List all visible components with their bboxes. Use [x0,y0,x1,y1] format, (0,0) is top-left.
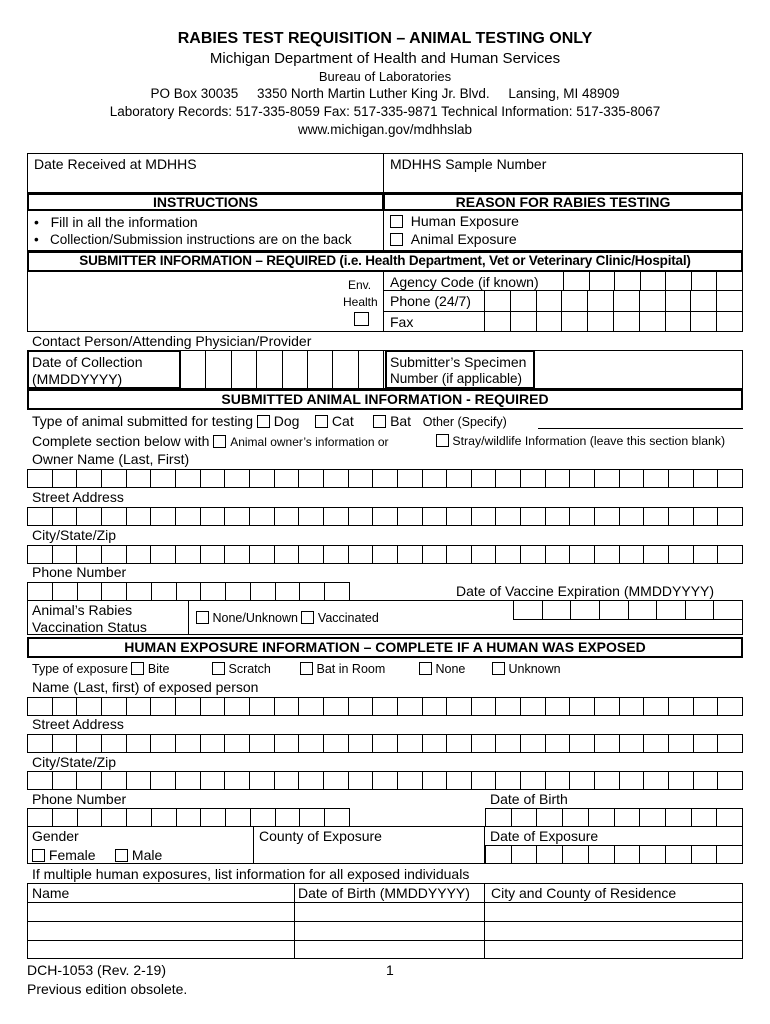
county-exposure-label: County of Exposure [259,828,382,844]
date-exposure-field[interactable] [485,845,743,864]
checkbox-icon[interactable] [300,662,313,675]
specimen-number-label: Submitter’s Specimen [390,354,527,370]
owner-street-label: Street Address [32,489,124,505]
animal-heading: SUBMITTED ANIMAL INFORMATION - REQUIRED [221,391,549,407]
checkbox-icon[interactable] [390,233,403,246]
female-option[interactable]: Female [48,847,96,863]
owner-city-label: City/State/Zip [32,527,117,543]
bat-option[interactable]: Bat [390,413,412,429]
form-title: RABIES TEST REQUISITION – ANIMAL TESTING ONLY [177,30,593,47]
exposed-phone-label: Phone Number [32,791,127,807]
obsolete-note: Previous edition obsolete. [27,981,188,997]
stray-option[interactable]: Stray/wildlife Information (leave this section blank) [436,434,725,447]
none-unknown-option[interactable]: None/Unknown [212,611,298,625]
owner-street-field[interactable] [27,507,743,526]
gender-options [32,848,162,862]
exposed-dob-label: Date of Birth [490,791,568,807]
instruction-item: • Fill in all the information [34,214,198,230]
scratch-option[interactable]: Scratch [228,662,271,676]
date-exposure-label: Date of Exposure [490,828,599,844]
owner-city-field[interactable] [27,545,743,564]
specimen-number-field[interactable] [535,350,743,389]
bat-in-room-option[interactable]: Bat in Room [316,662,386,676]
date-received-label: Date Received at MDHHS [34,156,197,172]
env-health-label: Env. [348,278,372,292]
date-collection-label: Date of Collection [32,354,143,370]
env-health-checkbox[interactable] [354,312,369,326]
complete-with-row: Complete section below with Animal owner’s information or [32,433,389,449]
checkbox-icon[interactable] [373,415,386,428]
male-option[interactable]: Male [131,847,163,863]
other-specify-field[interactable] [538,428,743,429]
department-name: Michigan Department of Health and Human Services [209,50,561,67]
form-id: DCH-1053 (Rev. 2-19) [27,962,167,978]
vaccine-expiration-field[interactable] [513,600,743,620]
col-name-header: Name [32,885,70,901]
exposed-name-label: Name (Last, first) of exposed person [32,679,259,695]
bureau-name: Bureau of Laboratories [318,69,452,84]
sample-number-label: MDHHS Sample Number [390,156,547,172]
date-collection-field[interactable] [181,350,384,389]
none-option[interactable]: None [435,662,466,676]
exposed-city-label: City/State/Zip [32,754,117,770]
checkbox-icon[interactable] [212,662,225,675]
multiple-exposures-label: If multiple human exposures, list information for all exposed individuals [32,866,470,882]
date-collection-format: (MMDDYYYY) [32,371,123,387]
mailing-address: PO Box 30035 3350 North Martin Luther King Jr. Blvd. Lansing, MI 48909 [150,86,620,101]
exposed-city-field[interactable] [27,771,743,790]
unknown-option[interactable]: Unknown [508,662,561,676]
owner-name-field[interactable] [27,469,743,488]
checkbox-icon[interactable] [436,434,449,447]
exposure-type-row: Type of exposure Bite [32,662,170,676]
reason-heading: REASON FOR RABIES TESTING [455,194,671,210]
instructions-heading: INSTRUCTIONS [153,194,258,210]
exposed-street-field[interactable] [27,734,743,753]
checkbox-icon[interactable] [301,611,314,624]
cat-option[interactable]: Cat [331,413,354,429]
reason-human-exposure[interactable]: Human Exposure [390,214,519,228]
vaccine-expiration-label: Date of Vaccine Expiration (MMDDYYYY) [456,583,715,599]
checkbox-icon[interactable] [196,611,209,624]
fax-label: Fax [390,314,414,330]
exposed-dob-field[interactable] [485,808,743,827]
checkbox-icon[interactable] [492,662,505,675]
animal-type-row: Type of animal submitted for testing Dog Cat Bat Other (Specify) [32,413,507,429]
checkbox-icon[interactable] [390,215,403,228]
dog-option[interactable]: Dog [273,413,300,429]
specimen-number-note: Number (if applicable) [390,371,523,386]
vacc-status-label: Animal’s Rabies [32,602,133,618]
owner-phone-field[interactable] [27,582,350,601]
agency-code-field[interactable] [563,271,743,291]
checkbox-icon[interactable] [115,849,128,862]
other-option: Other (Specify) [422,415,507,429]
vaccinated-option[interactable]: Vaccinated [317,611,379,625]
owner-phone-label: Phone Number [32,564,127,580]
website-url: www.michigan.gov/mdhhslab [297,122,473,137]
col-city-header: City and County of Residence [491,885,677,901]
vaccination-options [196,611,379,625]
vacc-status-label: Vaccination Status [32,619,147,635]
owner-name-label: Owner Name (Last, First) [32,451,190,467]
reason-animal-exposure[interactable]: Animal Exposure [390,232,517,246]
owner-info-option[interactable]: Animal owner’s information or [230,435,389,449]
checkbox-icon[interactable] [213,435,226,448]
contact-person-label: Contact Person/Attending Physician/Provider [32,333,312,349]
gender-label: Gender [32,828,79,844]
page-number: 1 [386,962,394,978]
submitter-heading: SUBMITTER INFORMATION – REQUIRED (i.e. Health Department, Vet or Veterinary Clinic/Hospital) [79,253,691,268]
exposed-name-field[interactable] [27,697,743,716]
checkbox-icon[interactable] [131,662,144,675]
exposed-street-label: Street Address [32,716,124,732]
checkbox-icon[interactable] [315,415,328,428]
checkbox-icon[interactable] [257,415,270,428]
checkbox-icon[interactable] [419,662,432,675]
checkbox-icon[interactable] [32,849,45,862]
agency-code-label: Agency Code (if known) [390,274,539,290]
bite-option[interactable]: Bite [147,662,170,676]
exposed-phone-field[interactable] [27,808,350,827]
col-dob-header: Date of Birth (MMDDYYYY) [298,885,470,901]
human-heading: HUMAN EXPOSURE INFORMATION – COMPLETE IF A HUMAN WAS EXPOSED [124,639,646,655]
env-health-label: Health [343,295,378,309]
contact-phones: Laboratory Records: 517-335-8059 Fax: 517-335-9871 Technical Information: 517-335-8067 [109,104,661,119]
phone-field[interactable] [484,290,743,312]
phone-label: Phone (24/7) [390,293,471,309]
instruction-item: • Collection/Submission instructions are on the back [34,232,352,247]
fax-field[interactable] [484,311,743,332]
